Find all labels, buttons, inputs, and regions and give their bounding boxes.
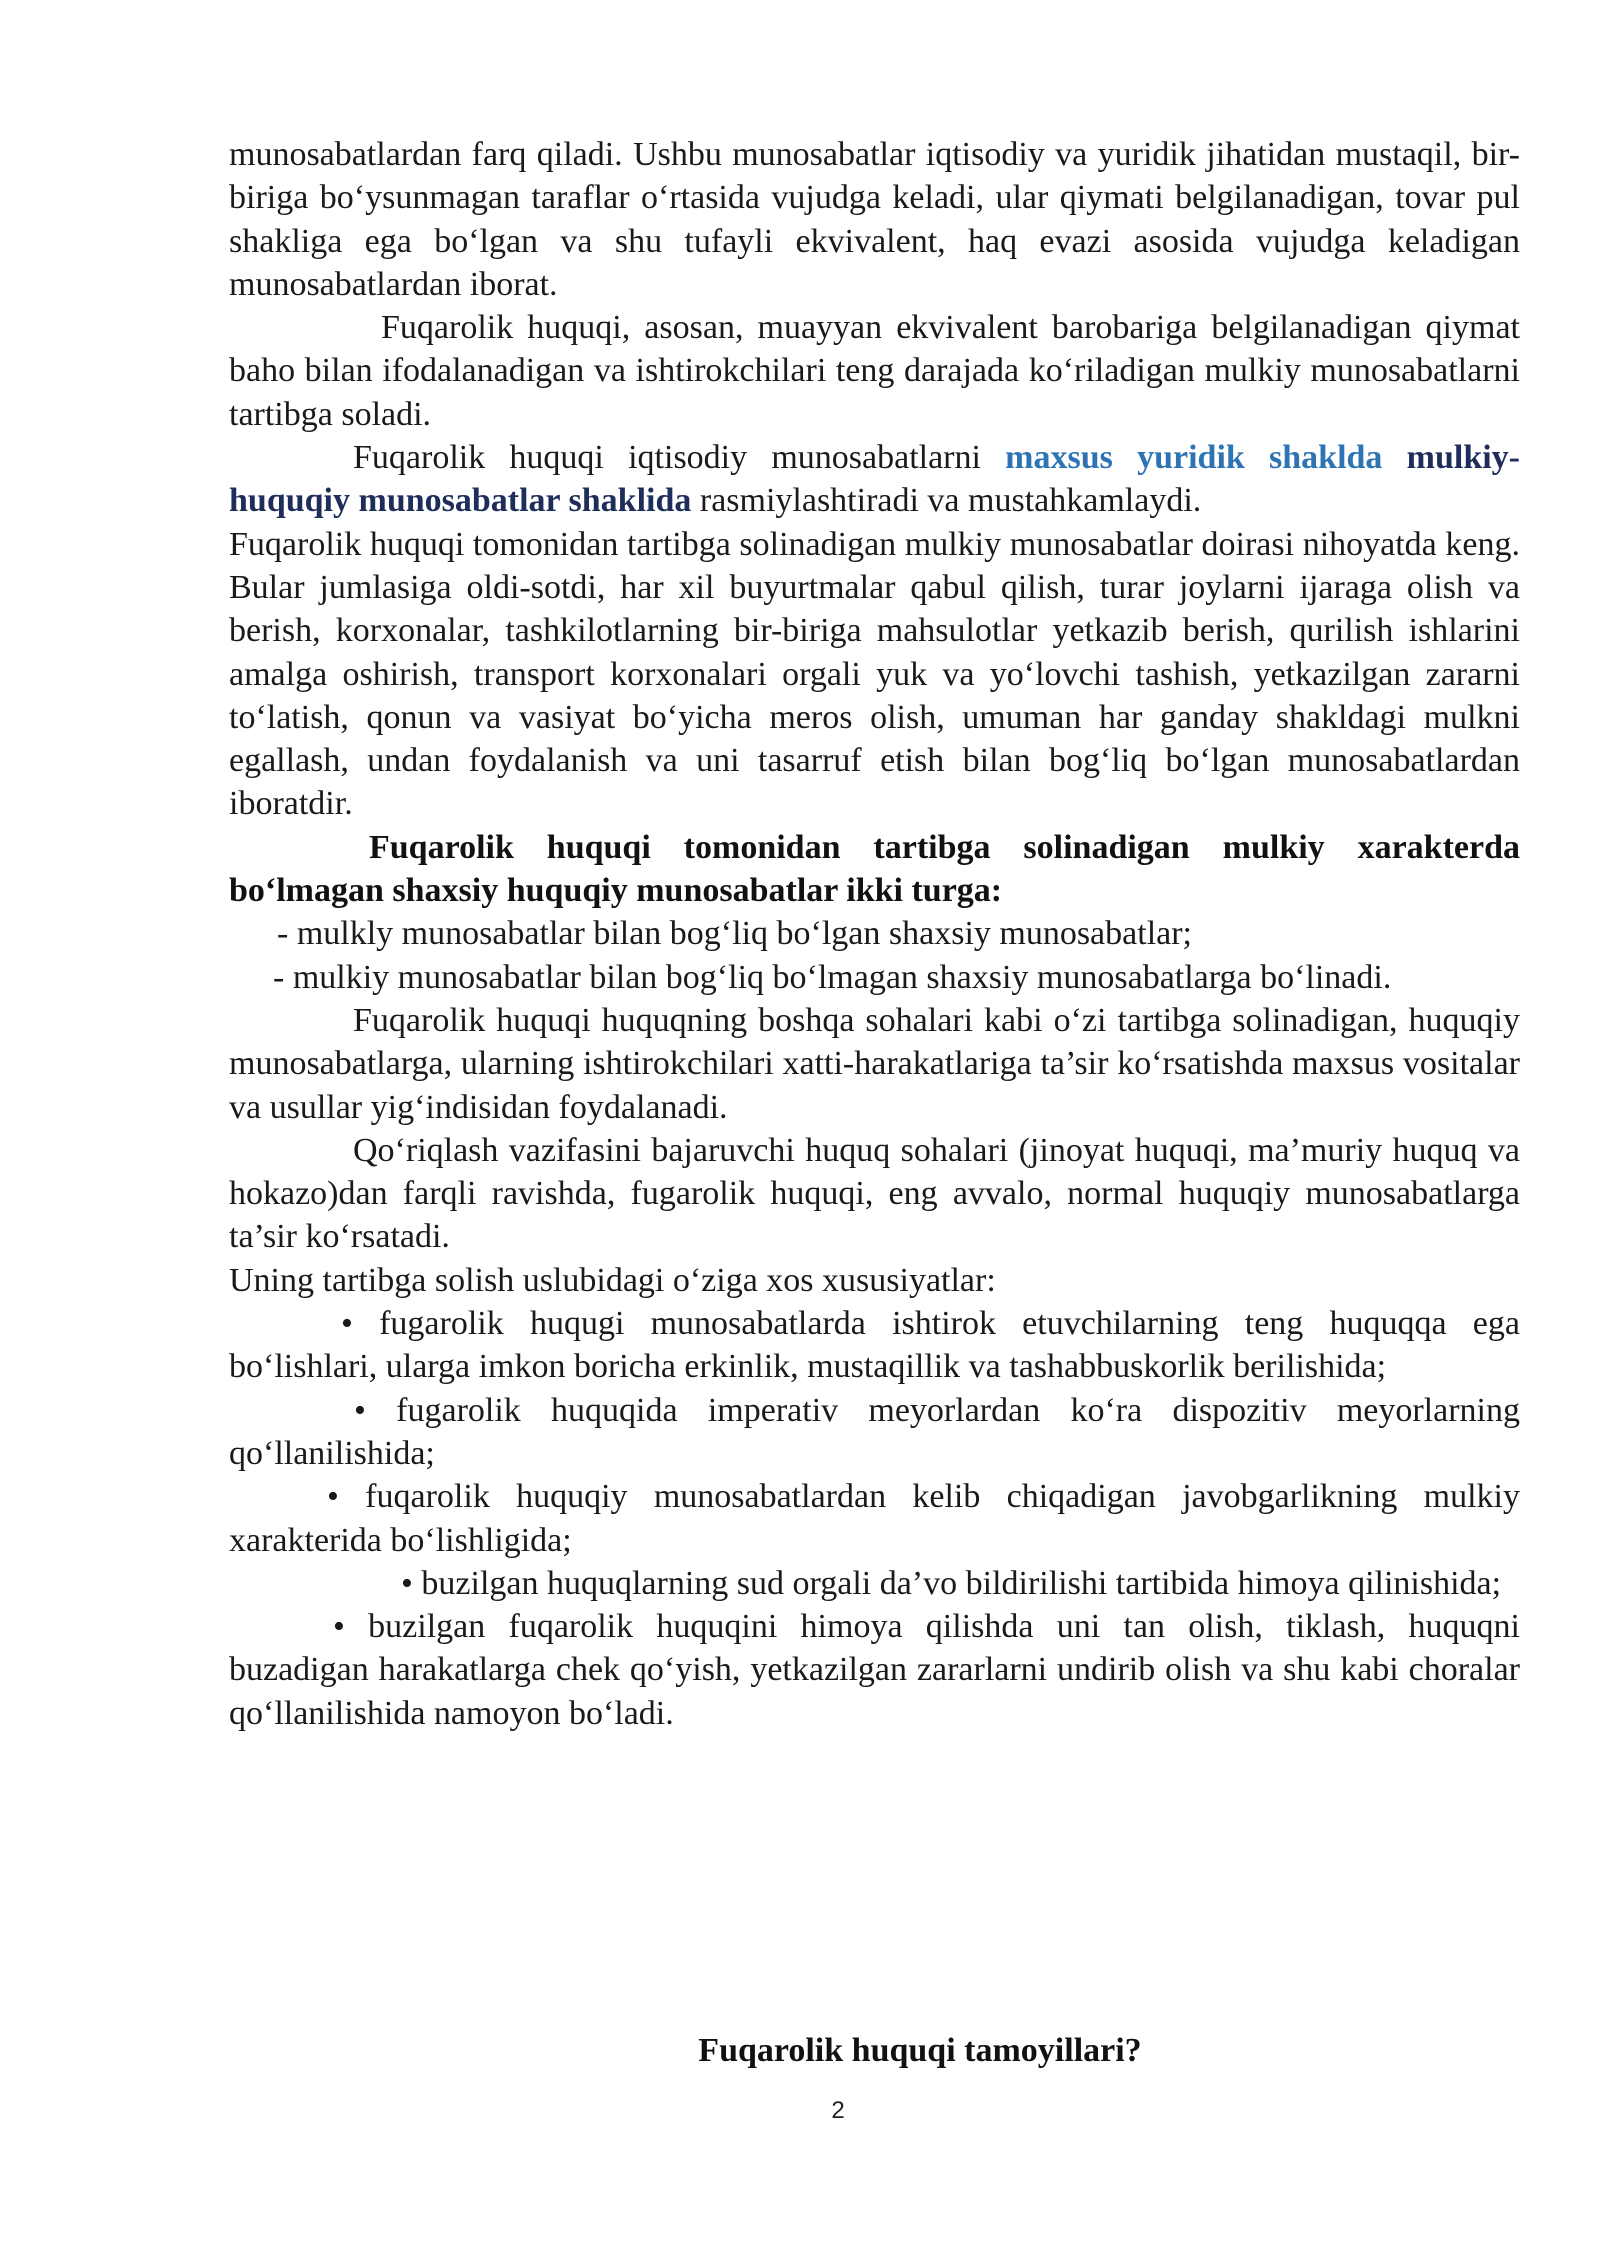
- paragraph-1: munosabatlardan farq qiladi. Ushbu munosabatlar iqtisodiy va yuridik jihatidan mustaqil, bir-biriga bo‘ysunmagan taraflar o‘rtasida vujudga keladi, ular qiymati belgilanadigan, tovar pul shakliga ega bo‘lgan va shu tufayli ekvivalent, haq evazi asosida vujudga keladigan munosabatlardan iborat.: [229, 136, 1520, 303]
- paragraph-3: [229, 436, 1520, 523]
- paragraph-7: Uning tartibga solish uslubidagi o‘ziga xos xususiyatlar:: [229, 1261, 996, 1299]
- bullet-item-5: • buzilgan fuqarolik huquqini himoya qilishda uni tan olish, tiklash, huquqni buzadigan harakatlarga chek qo‘yish, yetkazilgan zararlarni undirib olish va shu kabi choralar qo‘llanilishida namoyon bo‘ladi.: [229, 1608, 1520, 1732]
- paragraph-3-text-end: rasmiylashtiradi va mustahkamlaydi.: [691, 482, 1202, 520]
- bullet-item-3: • fuqarolik huquqiy munosabatlardan kelib chiqadigan javobgarlikning mulkiy xarakterida bo‘lishligida;: [229, 1478, 1520, 1559]
- bullet-item-4: • buzilgan huquqlarning sud orgali da’vo bildirilishi tartibida himoya qilinishida;: [401, 1564, 1502, 1602]
- bullet-item-2: • fugarolik huquqida imperativ meyorlardan ko‘ra dispozitiv meyorlarning qo‘llanilishida;: [229, 1391, 1520, 1472]
- document-body: [229, 133, 1520, 1735]
- paragraph-2: Fuqarolik huquqi, asosan, muayyan ekvivalent barobariga belgilanadigan qiymat baho bilan ifodalanadigan va ishtirokchilari teng darajada ko‘riladigan mulkiy munosabatlarni tartibga soladi.: [229, 309, 1520, 433]
- bold-heading: Fuqarolik huquqi tomonidan tartibga solinadigan mulkiy xarakterda bo‘lmagan shaxsiy huquqiy munosabatlar ikki turga:: [229, 828, 1520, 910]
- highlight-blue-text: maxsus yuridik shaklda: [1005, 439, 1383, 477]
- dash-item-2: - mulkiy munosabatlar bilan bog‘liq bo‘lmagan shaxsiy munosabatlarga bo‘linadi.: [273, 958, 1392, 996]
- page-number: 2: [831, 2097, 845, 2124]
- paragraph-3-space: [1382, 439, 1406, 476]
- paragraph-3-text-start: Fuqarolik huquqi iqtisodiy munosabatlarni: [353, 439, 1006, 477]
- paragraph-6: Qo‘riqlash vazifasini bajaruvchi huquq sohalari (jinoyat huquqi, ma’muriy huquq va hokazo)dan farqli ravishda, fugarolik huquqi, eng avvalo, normal huquqiy munosabatlarga ta’sir ko‘rsatadi.: [229, 1131, 1520, 1256]
- dash-item-1: - mulkly munosabatlar bilan bog‘liq bo‘lgan shaxsiy munosabatlar;: [277, 915, 1192, 953]
- bullet-item-1: • fugarolik huqugi munosabatlarda ishtirok etuvchilarning teng huquqqa ega bo‘lishlari, ularga imkon boricha erkinlik, mustaqillik va tashabbuskorlik berilishida;: [229, 1305, 1520, 1386]
- paragraph-4: Fuqarolik huquqi tomonidan tartibga solinadigan mulkiy munosabatlar doirasi nihoyatda keng. Bular jumlasiga oldi-sotdi, har xil buyurtmalar qabul qilish, turar joylarni ijaraga olish va berish, korxonalar, tashkilotlarning bir-biriga mahsulotlar yetkazib berish, qurilish ishlarini amalga oshirish, transport korxonalari orgali yuk va yo‘lovchi tashish, yetkazilgan zararni to‘latish, qonun va vasiyat bo‘yicha meros olish, umuman har ganday shakldagi mulkni egallash, undan foydalanish va uni tasarruf etish bilan bog‘liq bo‘lgan munosabatlardan iboratdir.: [229, 525, 1520, 823]
- next-section-heading: Fuqarolik huquqi tamoyillari?: [698, 2032, 1142, 2069]
- paragraph-5: Fuqarolik huquqi huquqning boshqa sohalari kabi o‘zi tartibga solinadigan, huquqiy munosabatlarga, ularning ishtirokchilari xatti-harakatlariga ta’sir ko‘rsatishda maxsus vositalar va usullar yig‘indisidan foydalanadi.: [229, 1001, 1520, 1126]
- highlight-navy-text: mulkiy-huquqiy munosabatlar shaklida: [229, 439, 1520, 520]
